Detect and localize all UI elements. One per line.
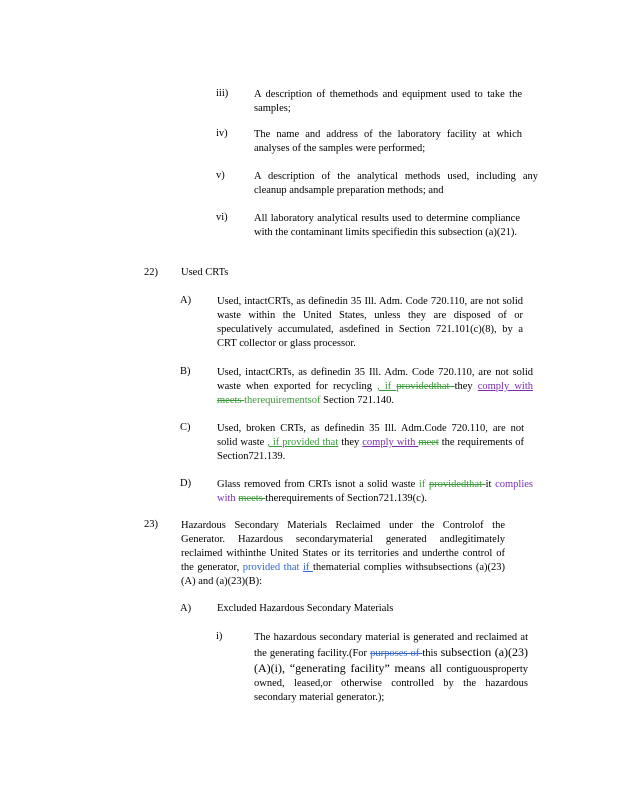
list-item-22-a xyxy=(180,295,540,353)
list-item-22-d xyxy=(180,478,540,508)
section-text: Hazardous Secondary Materials Reclaimed under the Controlof the Generator. Hazardous secondarymaterial generated andlegitimately reclaimed withinthe United States or its territories and underthe control of the generator, provided that if thematerial complies withsubsections (a)(23)(A) and (a)(23)(B): xyxy=(181,520,505,587)
inserted-text: , if provided that xyxy=(267,437,339,448)
item-text: A description of the analytical methods used, including any cleanup andsample preparation methods; and xyxy=(254,171,538,196)
section-22 xyxy=(144,267,344,283)
item-label: v) xyxy=(216,170,225,181)
inserted-text: if xyxy=(302,562,313,573)
item-label: i) xyxy=(216,631,223,642)
item-label: vi) xyxy=(216,212,228,223)
list-item-22-c xyxy=(180,422,540,466)
item-text: The name and address of the laboratory facility at which analyses of the samples were performed; xyxy=(254,129,522,154)
list-item-iv xyxy=(216,128,546,158)
item-label: C) xyxy=(180,422,191,433)
inserted-text: comply with xyxy=(362,437,419,448)
deleted-text: meets xyxy=(217,395,245,406)
deleted-text: meets xyxy=(238,493,266,504)
list-item-iii xyxy=(216,88,546,118)
inserted-text: therequirementsof xyxy=(244,395,321,406)
deleted-text: providedthat xyxy=(428,479,486,490)
item-label: A) xyxy=(180,295,192,306)
deleted-text: providedthat xyxy=(396,381,455,392)
deleted-text: purposes of xyxy=(370,648,423,659)
inserted-text: provided that xyxy=(242,562,303,573)
item-text: A description of themethods and equipment used to take the samples; xyxy=(254,89,522,114)
section-label: 23) xyxy=(144,519,158,530)
section-label: 22) xyxy=(144,267,158,278)
item-text: Used, broken CRTs, as definedin 35 Ill. Adm.Code 720.110, are not solid waste , if provided that they comply with meet the requirements of Section721.139. xyxy=(217,423,525,462)
inserted-text: complies with xyxy=(217,479,533,504)
item-text: Used, intactCRTs, as definedin 35 Ill. Adm. Code 720.110, are not solid waste when exported for recycling , if providedthat they comply with meets therequirementsof Section 721.140. xyxy=(217,367,533,406)
deleted-text: meet xyxy=(418,437,439,448)
item-label: B) xyxy=(180,366,191,377)
emphasized-text: subsection (a)(23)(A)(i), “generating facility” means all xyxy=(254,645,529,675)
section-23 xyxy=(144,519,544,591)
item-heading: Excluded Hazardous Secondary Materials xyxy=(217,603,394,614)
inserted-text: , if xyxy=(377,381,397,392)
item-label: iv) xyxy=(216,128,228,139)
item-label: D) xyxy=(180,478,192,489)
item-label: A) xyxy=(180,603,192,614)
inserted-text: if xyxy=(418,479,429,490)
item-label: iii) xyxy=(216,88,229,99)
item-text: The hazardous secondary material is generated and reclaimed at the generating facility.(For purposes of this subsection (a)(23)(A)(i), “generating facility” means all contiguousproperty owned, leased,or otherwise controlled by the hazardous secondary material generator.); xyxy=(254,632,529,703)
list-item-23-a-i xyxy=(216,631,546,703)
list-item-vi xyxy=(216,212,546,256)
list-item-22-b xyxy=(180,366,540,410)
item-text: Glass removed from CRTs isnot a solid waste if providedthat it complies with meets therequirements of Section721.139(c). xyxy=(217,479,533,504)
section-heading: Used CRTs xyxy=(181,267,229,278)
item-text: All laboratory analytical results used to determine compliance with the contaminant limits specifiedin this subsection (a)(21). xyxy=(254,213,520,238)
item-text: Used, intactCRTs, as definedin 35 Ill. Adm. Code 720.110, are not solid waste within the United States, unless they are disposed of or speculatively accumulated, asdefined in Section 721.101(c)(8), by a CRT collector or glass processor. xyxy=(217,296,523,349)
list-item-v xyxy=(216,170,546,200)
inserted-text: comply with xyxy=(477,381,533,392)
list-item-23-a xyxy=(180,603,480,619)
